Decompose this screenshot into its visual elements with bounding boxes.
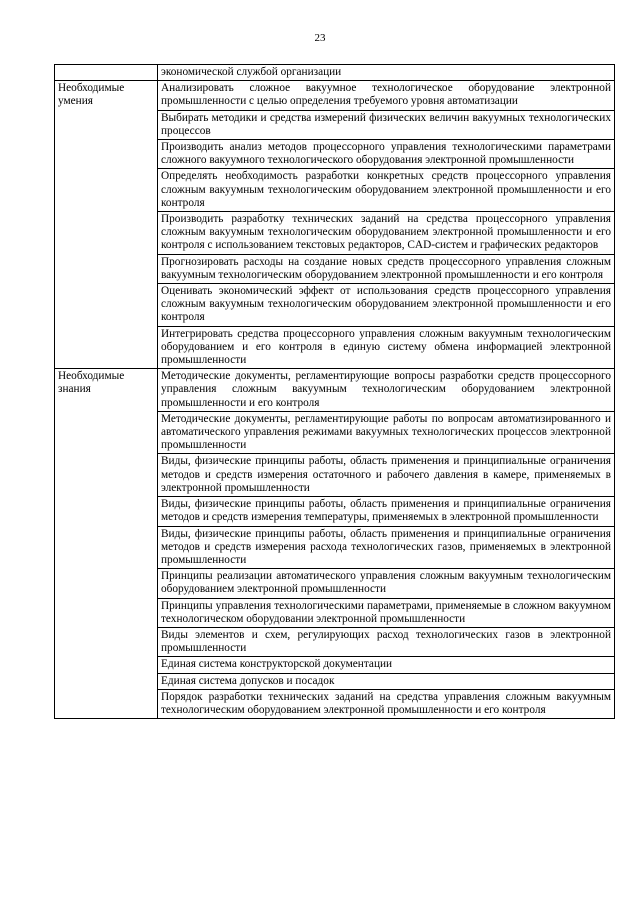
- section-item: Определять необходимость разработки конкретных средств процессорного управления сложным вакуумным технологическим оборудованием электронной промышленности и его контроля: [158, 169, 615, 212]
- row-label-cell: [55, 65, 158, 81]
- section-item: Принципы реализации автоматического управления сложным вакуумным технологическим оборудованием электронной промышленности: [158, 569, 615, 598]
- requirements-table: [54, 64, 615, 719]
- page-number: 23: [314, 32, 326, 44]
- section-item: Интегрировать средства процессорного управления сложным вакуумным технологическим оборудованием и его контроля в единую систему обмена информацией электронной промышленности: [158, 326, 615, 369]
- section-item: Единая система конструкторской документации: [158, 657, 615, 673]
- section-item: Виды элементов и схем, регулирующих расход технологических газов в электронной промышленности: [158, 627, 615, 656]
- section-item: Выбирать методики и средства измерений физических величин вакуумных технологических процессов: [158, 110, 615, 139]
- section-item: Производить анализ методов процессорного управления технологическими параметрами сложного вакуумного технологического оборудования электронной промышленности: [158, 140, 615, 169]
- table-row: [55, 65, 615, 81]
- requirements-table-body: [55, 65, 615, 719]
- section-item: Методические документы, регламентирующие вопросы разработки средств процессорного управления сложным вакуумным технологическим оборудованием электронной промышленности и его контроля: [158, 369, 615, 412]
- section-label: Необходимые знания: [55, 369, 158, 719]
- section-item: Прогнозировать расходы на создание новых средств процессорного управления сложным вакуумным технологическим оборудованием электронной промышленности и его контроля: [158, 254, 615, 283]
- section-item: Виды, физические принципы работы, область применения и принципиальные ограничения методов и средств измерения температуры, применяемых в электронной промышленности: [158, 497, 615, 526]
- section-item: Виды, физические принципы работы, область применения и принципиальные ограничения методов и средств измерения остаточного и рабочего давления в камере, применяемых в электронной промышленности: [158, 454, 615, 497]
- continuation-cell: экономической службой организации: [158, 65, 615, 81]
- table-row: [55, 81, 615, 110]
- section-item: Единая система допусков и посадок: [158, 673, 615, 689]
- section-item: Порядок разработки технических заданий на средства управления сложным вакуумным технологическим оборудованием электронной промышленности и его контроля: [158, 689, 615, 718]
- section-item: Методические документы, регламентирующие работы по вопросам автоматизированного и автоматического управления режимами вакуумных технологических процессов электронной промышленности: [158, 411, 615, 454]
- section-item: Принципы управления технологическими параметрами, применяемые в сложном вакуумном технологическом оборудовании электронной промышленности: [158, 598, 615, 627]
- section-item: Виды, физические принципы работы, область применения и принципиальные ограничения методов и средств измерения расхода технологических газов, применяемых в электронной промышленности: [158, 526, 615, 569]
- section-item: Оценивать экономический эффект от использования средств процессорного управления сложным вакуумным технологическим оборудованием электронной промышленности и его контроля: [158, 284, 615, 327]
- section-item: Производить разработку технических заданий на средства процессорного управления сложным вакуумным технологическим оборудованием электронной промышленности и его контроля с использованием текстовых редакторов, CAD-систем и графических редакторов: [158, 212, 615, 255]
- section-item: Анализировать сложное вакуумное технологическое оборудование электронной промышленности с целью определения требуемого уровня автоматизации: [158, 81, 615, 110]
- section-label: Необходимые умения: [55, 81, 158, 369]
- table-row: [55, 369, 615, 412]
